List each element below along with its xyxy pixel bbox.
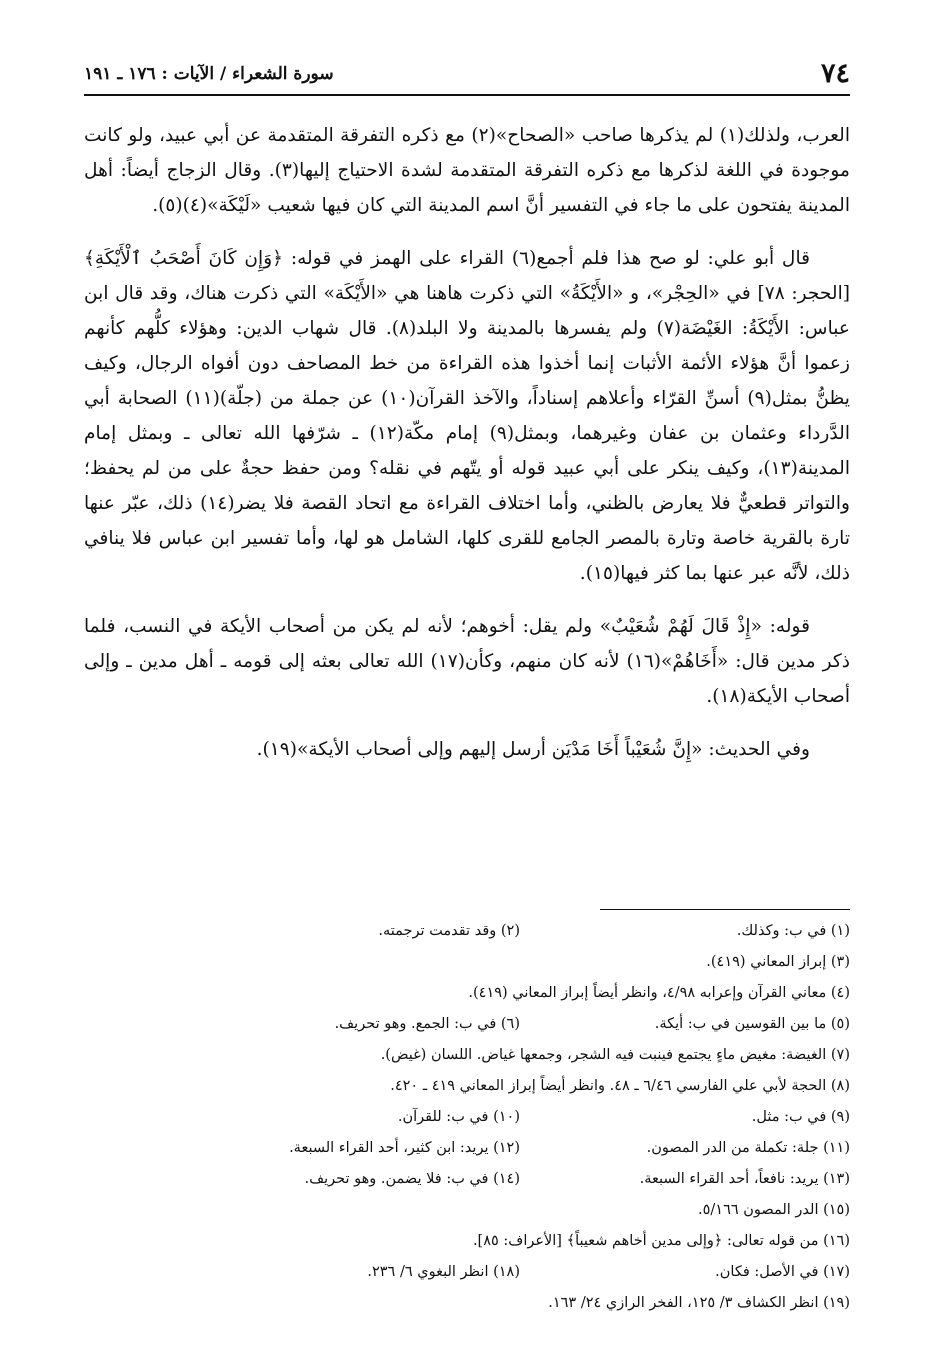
footnote-row: [84, 1133, 850, 1164]
running-title: سورة الشعراء / الآيات : ١٧٦ ـ ١٩١: [84, 64, 334, 84]
footnote-row: [84, 1009, 850, 1040]
footnote-row: [84, 947, 850, 978]
paragraph-4: وفي الحديث: «إِنَّ شُعَيْباً أَخَا مَدْيَن أرسل إليهم وإلى أصحاب الأيكة»(١٩).: [256, 739, 810, 760]
footnote-9: (٩) في ب: مثل.: [751, 1109, 850, 1125]
footnote-10: (١٠) في ب: للقرآن.: [397, 1109, 520, 1125]
footnote-19: (١٩) انظر الكشاف ٣/ ١٢٥، الفخر الرازي ٢٤/ ١٦٣.: [548, 1295, 850, 1311]
footnote-8: (٨) الحجة لأبي علي الفارسي ٦/٤٦ ـ ٤٨. وانظر أيضاً إبراز المعاني ٤١٩ ـ ٤٢٠.: [390, 1078, 850, 1094]
footnote-2: (٢) وقد تقدمت ترجمته.: [378, 923, 520, 939]
footnote-14: (١٤) في ب: فلا يضمن. وهو تحريف.: [304, 1171, 520, 1187]
footnote-row: [84, 1195, 850, 1226]
paragraph-3: قوله: «إِذْ قَالَ لَهُمْ شُعَيْبٌ» ولم يقل: أخوهم؛ لأنه لم يكن من أصحاب الأيكة في النسب، فلما ذكر مدين قال: «أَخَاهُمْ»(١٦) لأنه كان منهم، وكأن(١٧) الله تعالى بعثه إلى قومه ـ أهل مدين ـ وإلى أصحاب الأيكة(١٨).: [84, 616, 851, 707]
footnote-5: (٥) ما بين القوسين في ب: أيكة.: [654, 1016, 850, 1032]
footnote-row: [84, 1040, 850, 1071]
footnote-18: (١٨) انظر البغوي ٦/ ٢٣٦.: [367, 1264, 520, 1280]
footnotes: [84, 916, 850, 1319]
footnote-1: (١) في ب: وكذلك.: [736, 923, 850, 939]
footnote-4: (٤) معاني القرآن وإعرابه ٤/٩٨، وانظر أيضاً إبراز المعاني (٤١٩).: [468, 985, 850, 1001]
page-header: [84, 55, 850, 93]
footnote-row: [84, 1071, 850, 1102]
page-number: ٧٤: [820, 58, 850, 89]
footnote-3: (٣) إبراز المعاني (٤١٩).: [706, 954, 850, 970]
footnote-11: (١١) جلة: تكملة من الدر المصون.: [646, 1140, 850, 1156]
footnote-12: (١٢) يريد: ابن كثير، أحد القراء السبعة.: [289, 1140, 520, 1156]
paragraph-2: قال أبو علي: لو صح هذا فلم أجمع(٦) القراء على الهمز في قوله: ﴿وَإِن كَانَ أَصْحَبُ ٱلْأَيْكَةِ﴾ [الحجر: ٧٨] في «الحِجْر»، و «الأَيْكَةُ» التي ذكرت هاهنا هي «الأَيْكَة» التي ذكرت هناك، وقد قال ابن عباس: الأَيْكَةُ: الغَيْضَة(٧) ولم يفسرها بالمدينة ولا البلد(٨). قال شهاب الدين: وهؤلاء كلُّهم كأنهم زعموا أنَّ هؤلاء الأئمة الأثبات إنما أخذوا هذه القراءة من خط المصاحف دون أفواه الرجال، وكيف يظنُّ بمثل(٩) أسنِّ القرّاء وأعلاهم إسناداً، والآخذ القرآن(١٠) عن جملة من (جلّة)(١١) الصحابة أبي الدَّرداء وعثمان بن عفان وغيرهما، وبمثل(٩) إمام مكّة(١٢) ـ شرّفها الله تعالى ـ وبمثل إمام المدينة(١٣)، وكيف ينكر على أبي عبيد قوله أو يتّهم في نقله؟ ومن حفظ حجةٌ على من لم يحفظ؛ والتواتر قطعيٌّ فلا يعارض بالظني، وأما اختلاف القراءة مع اتحاد القصة فلا يضر(١٤) ذلك، عبّر عنها تارة بالقرية خاصة وتارة بالمصر الجامع للقرى كلها، الشامل هو لها، وأما تفسير ابن عباس فلا ينافي ذلك، لأنَّه عبر عنها بما كثر فيها(١٥).: [84, 248, 851, 584]
footnote-6: (٦) في ب: الجمع. وهو تحريف.: [334, 1016, 520, 1032]
footnote-row: [84, 1288, 850, 1319]
footnote-15: (١٥) الدر المصون ٥/١٦٦.: [698, 1202, 850, 1218]
footnote-13: (١٣) يريد: نافعاً، أحد القراء السبعة.: [639, 1171, 850, 1187]
footnote-17: (١٧) في الأصل: فكان.: [715, 1264, 850, 1280]
main-text: [84, 118, 850, 785]
footnote-row: [84, 1226, 850, 1257]
footnote-row: [84, 1102, 850, 1133]
footnote-separator: [600, 909, 850, 910]
footnote-row: [84, 978, 850, 1009]
header-rule: [84, 94, 850, 96]
footnote-16: (١٦) من قوله تعالى: ﴿وإلى مدين أخاهم شعيباً﴾ [الأعراف: ٨٥].: [472, 1233, 850, 1249]
footnote-row: [84, 1164, 850, 1195]
footnote-row: [84, 916, 850, 947]
footnote-7: (٧) الغيضة: مغيض ماءٍ يجتمع فينبت فيه الشجر، وجمعها غياض. اللسان (غيض).: [380, 1047, 850, 1063]
footnote-row: [84, 1257, 850, 1288]
paragraph-1: العرب، ولذلك(١) لم يذكرها صاحب «الصحاح»(٢) مع ذكره التفرقة المتقدمة عن أبي عبيد، ولو كانت موجودة في اللغة لذكرها مع ذكره التفرقة المتقدمة لشدة الاحتياج إليها(٣). وقال الزجاج أيضاً: أهل المدينة يفتحون على ما جاء في التفسير أنَّ اسم المدينة التي كان فيها شعيب «لَيْكَة»(٤)(٥).: [84, 125, 850, 216]
